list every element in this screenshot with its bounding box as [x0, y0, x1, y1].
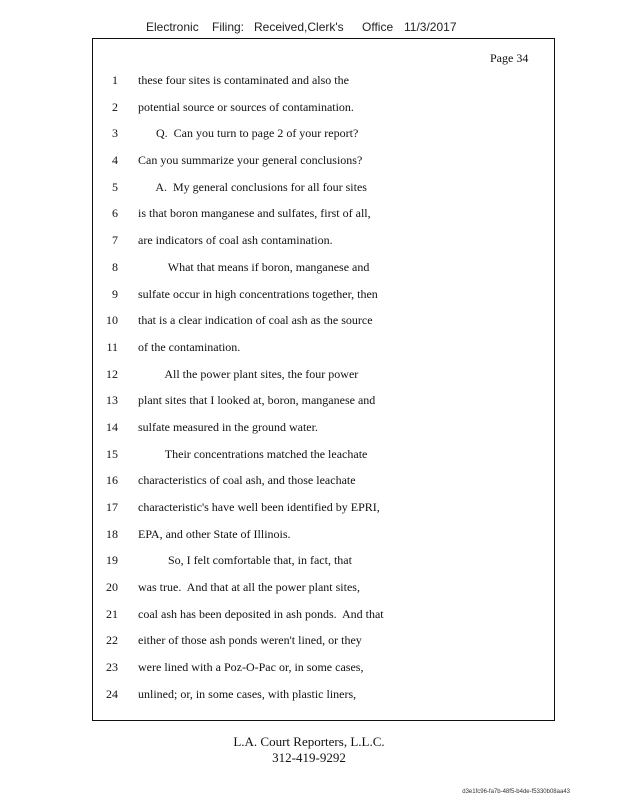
line-text: that is a clear indication of coal ash as the source — [138, 313, 373, 328]
line-text: Can you summarize your general conclusions? — [138, 153, 363, 168]
line-number: 23 — [106, 660, 118, 675]
header-received: Received,Clerk's — [254, 20, 344, 34]
line-text: A. My general conclusions for all four sites — [138, 179, 367, 194]
line-text: was true. And that at all the power plant sites, — [138, 580, 360, 595]
line-text: All the power plant sites, the four power — [138, 366, 359, 381]
transcript-line — [0, 367, 618, 394]
transcript-line — [0, 527, 618, 554]
line-number: 19 — [106, 553, 118, 568]
line-number: 11 — [106, 339, 118, 354]
line-number: 22 — [106, 633, 118, 648]
line-number: 13 — [106, 393, 118, 408]
transcript-line — [0, 153, 618, 180]
line-number: 3 — [112, 126, 118, 141]
line-text: are indicators of coal ash contamination. — [138, 233, 333, 248]
transcript-line — [0, 447, 618, 474]
line-text: is that boron manganese and sulfates, first of all, — [138, 206, 371, 221]
transcript-line — [0, 100, 618, 127]
line-number: 21 — [106, 606, 118, 621]
line-text: What that means if boron, manganese and — [138, 259, 370, 274]
page-number: Page 34 — [490, 51, 529, 65]
line-text: EPA, and other State of Illinois. — [138, 526, 291, 541]
transcript-line — [0, 287, 618, 314]
line-text: coal ash has been deposited in ash ponds. And that — [138, 606, 384, 621]
line-number: 12 — [106, 366, 118, 381]
transcript-line — [0, 607, 618, 634]
line-text: plant sites that I looked at, boron, manganese and — [138, 393, 376, 408]
line-text: characteristics of coal ash, and those leachate — [138, 473, 356, 488]
transcript-line — [0, 73, 618, 100]
line-text: sulfate occur in high concentrations together, then — [138, 286, 378, 301]
line-text: characteristic's have well been identified by EPRI, — [138, 500, 380, 514]
line-number: 7 — [112, 233, 118, 248]
transcript-line — [0, 233, 618, 260]
footer-phone: 312-419-9292 — [272, 750, 346, 765]
line-text: either of those ash ponds weren't lined, or they — [138, 633, 362, 648]
line-text: potential source or sources of contamination. — [138, 99, 354, 114]
header-electronic: Electronic — [146, 20, 199, 34]
line-text: were lined with a Poz-O-Pac or, in some cases, — [138, 660, 364, 675]
line-number: 16 — [106, 473, 118, 488]
line-text: these four sites is contaminated and also the — [138, 73, 349, 87]
line-number: 5 — [112, 179, 118, 194]
footer-company: L.A. Court Reporters, L.L.C. — [233, 734, 385, 749]
header-date: 11/3/2017 — [404, 20, 457, 34]
line-number: 10 — [106, 313, 118, 328]
line-number: 20 — [106, 580, 118, 595]
transcript-line — [0, 580, 618, 607]
transcript-line — [0, 393, 618, 420]
transcript-line — [0, 340, 618, 367]
line-text: sulfate measured in the ground water. — [138, 419, 318, 434]
line-number: 15 — [106, 446, 118, 461]
line-text: unlined; or, in some cases, with plastic liners, — [138, 686, 357, 701]
line-number: 8 — [112, 259, 118, 274]
line-text: So, I felt comfortable that, in fact, that — [138, 553, 352, 568]
line-number: 4 — [112, 153, 118, 168]
transcript-line — [0, 473, 618, 500]
line-number: 2 — [112, 99, 118, 114]
header-office: Office — [362, 20, 394, 34]
transcript-line — [0, 633, 618, 660]
line-number: 6 — [112, 206, 118, 221]
transcript-line — [0, 260, 618, 287]
line-number: 18 — [106, 526, 118, 541]
transcript-line — [0, 313, 618, 340]
line-number: 17 — [106, 500, 118, 514]
transcript-line — [0, 500, 618, 527]
transcript-line — [0, 687, 618, 714]
line-number: 1 — [112, 73, 118, 87]
line-text: of the contamination. — [138, 339, 241, 354]
transcript-line — [0, 206, 618, 233]
transcript-line — [0, 126, 618, 153]
transcript-line — [0, 180, 618, 207]
line-text: Their concentrations matched the leachate — [138, 446, 368, 461]
transcript-lines — [0, 73, 618, 714]
transcript-line — [0, 420, 618, 447]
header-filing: Filing: — [212, 20, 245, 34]
line-text: Q. Can you turn to page 2 of your report? — [138, 126, 359, 141]
filing-stamp-header — [0, 20, 618, 36]
transcript-line — [0, 660, 618, 687]
transcript-line — [0, 553, 618, 580]
line-number: 24 — [106, 686, 118, 701]
line-number: 14 — [106, 419, 118, 434]
document-id: d3e1fc96-fa7b-48f5-b4de-f5330b08aa43 — [462, 789, 570, 795]
line-number: 9 — [112, 286, 118, 301]
